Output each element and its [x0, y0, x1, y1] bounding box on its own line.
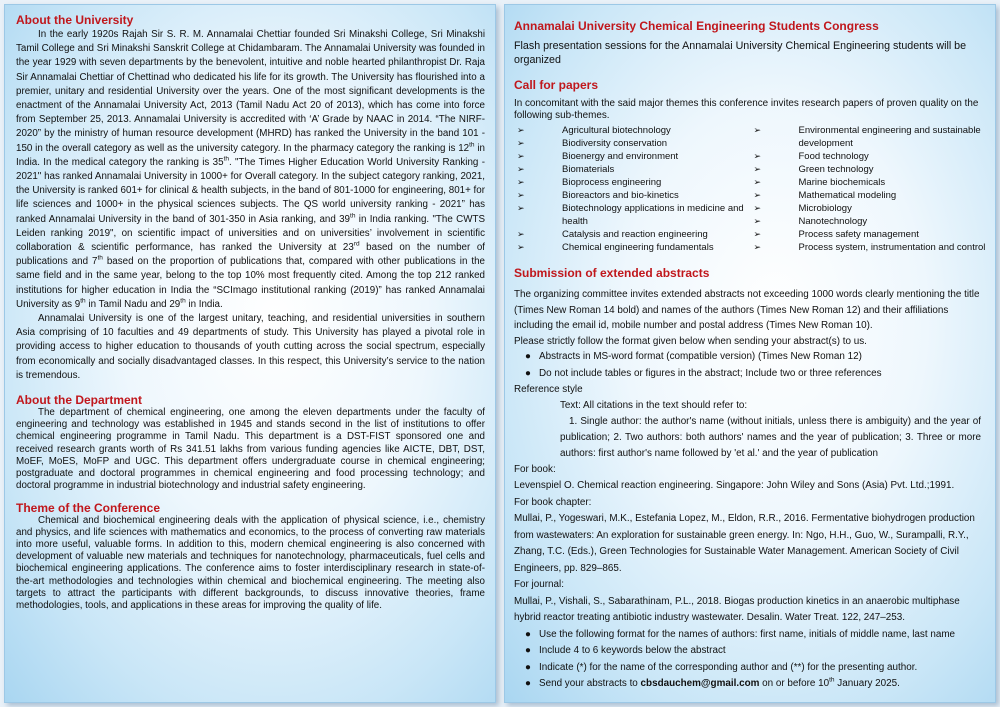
about-university-paragraph: In the early 1920s Rajah Sir S. R. M. Annamalai Chettiar founded Sri Minakshi College, Sri Minakshi Tamil College and Sri Minakshi Sanskrit College at Chidambaram. The Annamalai University was founded in the year 1929 with seven departments by the benevolent, intuitive and noble hearted philanthropist Dr. Raja Sir Annamalai Chettiar of Chettinad who dedicated his life for its growth. The University has flourished into a premier, unitary and residential University over the years. One of the most significant developments is the enactment of the Annamalai University Act, 2013 (Tamil Nadu Act 20 of 2013), which has come into force from September 25, 2013. Annamalai University is accredited with ‘A’ Grade by NAAC in 2014. “The NIRF-2020” by the ministry of human resource development (MHRD) has ranked the University in the band 101 - 150 in the overall category as well as the university category. In the pharmacy category the ranking is 12th in India. In the medical category the ranking is 35th. "The Times Higher Education World University Ranking - 2021" has ranked Annamalai University in 1000+ for Overall category. In the subject category ranking, 2021, the University is ranked 601+ for clinical & health subjects, in the band of 801-1000 for engineering, 801+ for life sciences and 1000+ in the physical sciences subjects. The QS world university ranking - 2021” has ranked Annamalai University in the band of 301-350 in Asia ranking, and 39th in India ranking. "The CWTS Leiden ranking 2019", on scientific impact of universities and on universities’ involvement in scientific collaboration & scientific performance, has ranked the University at 23rd based on the number of publications and 7th based on the proportion of publications that, compared with other publications in the same field and in the same year, belong to the top 10% most frequently cited. Among the top 212 ranked institutions for higher education in India the “SCImago institutional ranking (2019)” has ranked Annamalai University as 9th in Tamil Nadu and 29th in India. [16, 29, 486, 310]
chapter-reference: Mullai, P., Yogeswari, M.K., Estefania Lopez, M., Eldon, R.R., 2016. Fermentative biohydrogen production from wastewaters: An exploration for sustainable green energy. In: Ngo, H.H., Guo, W., Surampalli, R.Y., Zhang, T.C. (Eds.), Green Technologies for Sustainable Water Management. American Society of Civil Engineers, pp. 829–865. [514, 513, 975, 574]
sub-theme-label: Process safety management [798, 229, 919, 240]
sub-theme-label: Environmental engineering and sustainable development [798, 125, 981, 149]
for-chapter-label: For book chapter: [514, 496, 592, 508]
bullet-item [514, 349, 987, 366]
bullet-item [514, 627, 987, 644]
sub-theme-label: Bioenergy and environment [562, 151, 679, 162]
bullet-icon: ● [525, 678, 531, 689]
format-bullets [514, 349, 987, 382]
arrow-bullet-icon: ➢ [517, 125, 525, 135]
sub-theme-item [751, 228, 988, 241]
submission-instruction: Please strictly follow the format given below when sending your abstract(s) to us. [514, 335, 867, 347]
sub-theme-label: Green technology [798, 164, 874, 175]
about-university-paragraph-2: Annamalai University is one of the largest unitary, teaching, and residential universities in southern Asia comprising of 10 faculties and 49 departments of study. This University has played a pivotal role in providing access to higher education to thousands of youth cutting across the social spectrum, especially from economically and socially disadvantaged classes. In this respect, this University’s service to the nation is tremendous. [16, 313, 485, 381]
sub-theme-label: Bioprocess engineering [562, 177, 662, 188]
arrow-bullet-icon: ➢ [753, 242, 762, 252]
arrow-bullet-icon: ➢ [753, 125, 762, 135]
congress-text: Flash presentation sessions for the Annamalai University Chemical Engineering students will be organized [514, 40, 967, 66]
sub-theme-item [751, 124, 988, 150]
bullet-icon: ● [525, 367, 531, 379]
submission-intro: The organizing committee invites extended abstracts not exceeding 1000 words clearly mentioning the title (Times New Roman 14 bold) and names of the authors (Times New Roman 12) and their affiliations including the email id, mobile number and postal address (Times New Roman 10). [514, 289, 980, 331]
sub-theme-item [514, 202, 751, 228]
arrow-bullet-icon: ➢ [753, 151, 762, 161]
reference-intro: Text: All citations in the text should refer to: [560, 399, 748, 411]
about-department-paragraph: The department of chemical engineering, one among the eleven departments under the faculty of engineering and technology was established in 1945 and stands second in the list of institutions to offer chemical engineering programme in Tamil Nadu. This department is a DST-FIST sponsored one and received research grants worth of Rs 341.51 lakhs from various funding agencies like AICTE, DBT, DST, MoEF, MoES, MoFP and UGC. This department offers undergraduate course in chemical engineering; postgraduate and doctoral programmes in chemical engineering and food processing technology; and doctoral programme in industrial biotechnology and industrial safety engineering. [16, 407, 485, 492]
sub-theme-label: Biodiversity conservation [562, 138, 668, 149]
sub-themes-right [751, 124, 988, 254]
arrow-bullet-icon: ➢ [517, 177, 525, 187]
left-panel [4, 4, 496, 703]
journal-reference: Mullai, P., Vishali, S., Sabarathinam, P.L., 2018. Biogas production kinetics in an anaerobic multiphase hybrid reactor treating antibiotic industry wastewater. Desalin. Water Treat. 122, 247–253. [514, 595, 960, 623]
call-for-papers-heading: Call for papers [514, 78, 599, 92]
for-book-label: For book: [514, 463, 556, 475]
arrow-bullet-icon: ➢ [753, 190, 762, 200]
bullet-item [514, 643, 987, 660]
submission-heading: Submission of extended abstracts [514, 266, 710, 280]
theme-heading: Theme of the Conference [16, 500, 161, 515]
book-reference: Levenspiel O. Chemical reaction engineering. Singapore: John Wiley and Sons (Asia) Pvt. Ltd.;1991. [514, 480, 955, 491]
sub-theme-item [751, 150, 988, 163]
sub-theme-item [514, 150, 751, 163]
bullet-icon: ● [525, 645, 531, 656]
bullet-text: Do not include tables or figures in the abstract; Include two or three references [539, 367, 882, 379]
arrow-bullet-icon: ➢ [517, 151, 525, 161]
bullet-text: Indicate (*) for the name of the corresponding author and (**) for the presenting author. [539, 661, 918, 673]
arrow-bullet-icon: ➢ [517, 229, 525, 239]
arrow-bullet-icon: ➢ [753, 177, 762, 187]
sub-theme-item [514, 163, 751, 176]
sub-theme-item [514, 176, 751, 189]
sub-theme-label: Catalysis and reaction engineering [562, 229, 708, 240]
sub-theme-item [751, 163, 988, 176]
about-department-heading: About the Department [16, 393, 142, 408]
bullet-text: Use the following format for the names of authors: first name, initials of middle name, last name [539, 628, 956, 640]
arrow-bullet-icon: ➢ [517, 203, 525, 213]
sub-theme-label: Agricultural biotechnology [562, 125, 671, 136]
bullet-item [514, 366, 987, 383]
reference-rules: 1. Single author: the author's name (without initials, unless there is ambiguity) and the year of publication; 2. Two authors: both authors' names and the year of publication; 3. Three or more authors: first author's name followed by 'et al.' and the year of publication [560, 415, 981, 459]
sub-theme-label: Food technology [798, 151, 869, 162]
sub-theme-item [751, 176, 988, 189]
arrow-bullet-icon: ➢ [517, 190, 525, 200]
arrow-bullet-icon: ➢ [753, 229, 762, 239]
about-university-heading: About the University [16, 13, 134, 27]
reference-style-label: Reference style [514, 384, 583, 395]
for-journal-label: For journal: [514, 579, 564, 590]
right-panel [504, 4, 996, 703]
sub-theme-label: Marine biochemicals [798, 177, 886, 188]
sub-theme-item [751, 202, 988, 215]
bullet-text: Abstracts in MS-word format (compatible version) (Times New Roman 12) [539, 351, 862, 362]
bullet-item [514, 660, 987, 677]
sub-theme-label: Bioreactors and bio-kinetics [562, 190, 679, 201]
sub-theme-label: Biomaterials [562, 164, 615, 175]
sub-theme-label: Nanotechnology [798, 216, 868, 227]
sub-theme-item [514, 228, 751, 241]
arrow-bullet-icon: ➢ [517, 242, 525, 252]
sub-themes-list [514, 124, 987, 254]
author-bullets [514, 627, 987, 677]
congress-heading: Annamalai University Chemical Engineering Students Congress [514, 19, 879, 33]
sub-theme-label: Microbiology [798, 203, 852, 214]
sub-theme-item [514, 137, 751, 150]
contact-email[interactable]: cbsdauchem@gmail.com [640, 678, 760, 689]
call-intro: In concomitant with the said major themes this conference invites research papers of proven quality on the following sub-themes. [514, 98, 979, 121]
send-abstracts-line: ● Send your abstracts to cbsdauchem@gmail.com on or before 10th January 2025. [514, 676, 987, 693]
bullet-icon: ● [525, 661, 531, 673]
bullet-icon: ● [525, 628, 531, 640]
sub-theme-item [514, 189, 751, 202]
arrow-bullet-icon: ➢ [517, 138, 525, 148]
sub-themes-left [514, 124, 751, 254]
arrow-bullet-icon: ➢ [517, 164, 525, 174]
sub-theme-item [751, 241, 988, 254]
bullet-text: Include 4 to 6 keywords below the abstract [539, 645, 726, 656]
sub-theme-item [751, 215, 988, 228]
sub-theme-item [514, 241, 751, 254]
sub-theme-label: Chemical engineering fundamentals [562, 242, 714, 253]
sub-theme-label: Biotechnology applications in medicine and health [562, 203, 744, 227]
theme-paragraph: Chemical and biochemical engineering deals with the application of physical science, i.e., chemistry and physics, and life sciences with mathematics and economics, to the process of converting raw materials into more useful, valuable forms. In addition to this, modern chemical engineering is also concerned with development of valuable new materials and techniques for nanotechnology, pharmaceuticals, fuel cells and biochemical engineering applications. The conference aims to foster interdisciplinary research in state-of-the-art methodologies and technologies within chemical and biochemical engineering. The meeting also targets to attract the participants with different backgrounds, to discuss innovative theories, frame methodologies, tools, and applications in these areas for improving the quality of life. [16, 514, 485, 611]
sub-theme-label: Mathematical modeling [798, 190, 897, 201]
sub-theme-label: Process system, instrumentation and control [798, 242, 986, 253]
sub-theme-item [751, 189, 988, 202]
arrow-bullet-icon: ➢ [753, 164, 762, 174]
arrow-bullet-icon: ➢ [753, 203, 762, 213]
arrow-bullet-icon: ➢ [753, 216, 762, 226]
bullet-icon: ● [525, 351, 531, 362]
sub-theme-item [514, 124, 751, 137]
